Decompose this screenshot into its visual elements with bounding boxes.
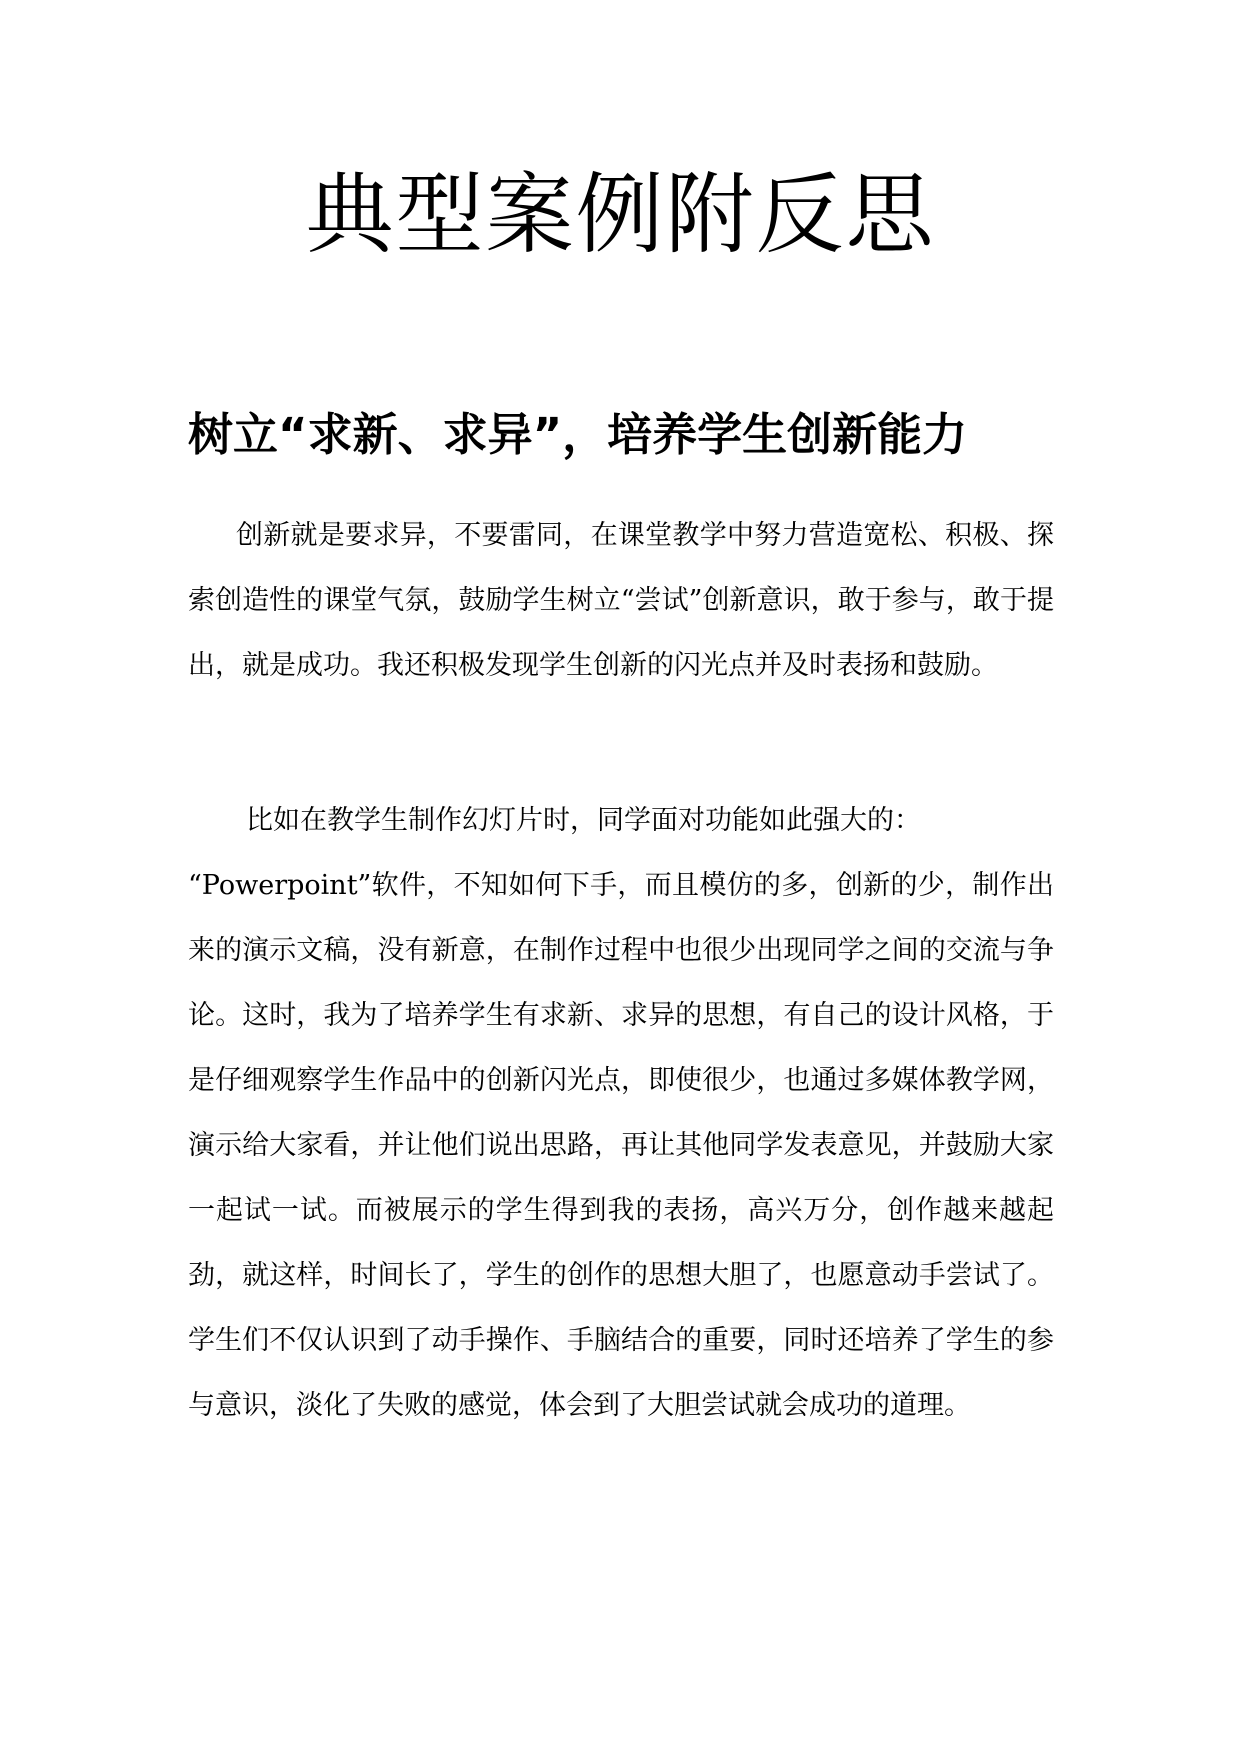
paragraph-2-lead: 比如在教学生制作幻灯片时，同学面对功能如此强大的：: [246, 805, 921, 836]
paragraph-2: [188, 788, 1054, 1438]
document-title: 典型案例附反思: [305, 163, 936, 266]
paragraph-1: 创新就是要求异，不要雷同，在课堂教学中努力营造宽松、积极、探索创造性的课堂气氛，鼓励学生树立“尝试”创新意识，敢于参与，敢于提出，就是成功。我还积极发现学生创新的闪光点并及时表扬和鼓励。: [188, 520, 1054, 681]
section-heading: 树立“求新、求异”，培养学生创新能力: [188, 408, 968, 461]
paragraph-2-body: “Powerpoint”软件，不知如何下手，而且模仿的多，创新的少，制作出来的演示文稿，没有新意，在制作过程中也很少出现同学之间的交流与争论。这时，我为了培养学生有求新、求异的思想，有自己的设计风格，于是仔细观察学生作品中的创新闪光点，即使很少，也通过多媒体教学网，演示给大家看，并让他们说出思路，再让其他同学发表意见，并鼓励大家一起试一试。而被展示的学生得到我的表扬，高兴万分，创作越来越起劲，就这样，时间长了，学生的创作的思想大胆了，也愿意动手尝试了。学生们不仅认识到了动手操作、手脑结合的重要，同时还培养了学生的参与意识，淡化了失败的感觉，体会到了大胆尝试就会成功的道理。: [188, 870, 1054, 1421]
